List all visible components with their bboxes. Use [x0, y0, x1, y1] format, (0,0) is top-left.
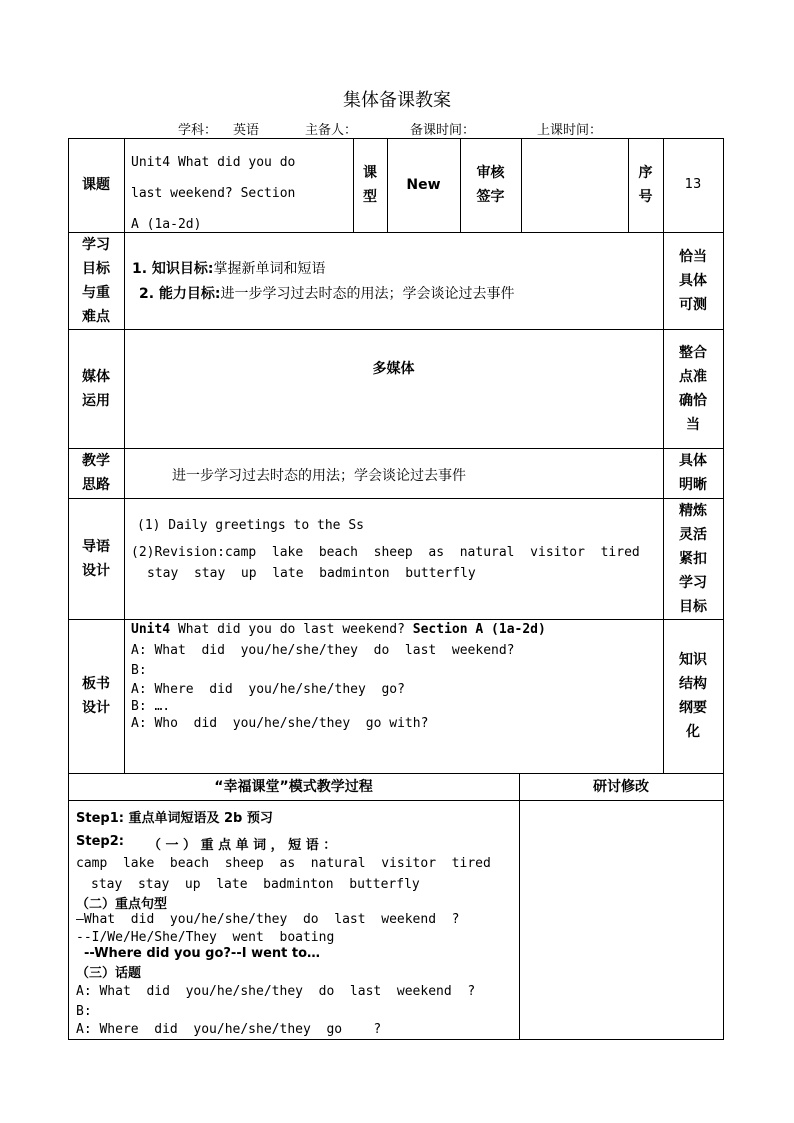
review-label: 审核 签字: [476, 165, 505, 205]
key-sentences-heading: （二）重点句型: [76, 897, 168, 912]
dialogue-line-1: A: What did you/he/she/they do last weekend ?: [76, 984, 476, 999]
sentence-2: --I/We/He/She/They went boating: [76, 930, 335, 945]
step2-prefix: Step2:: [76, 834, 124, 849]
board-line-4: B: ….: [131, 699, 171, 714]
lead-in-note: 精炼 灵活 紧扣 学习 目标: [679, 502, 707, 615]
sentence-1: –What did you/he/she/they do last weekend ?: [76, 912, 460, 927]
dialogue-line-2: B:: [76, 1004, 92, 1019]
media-label: 媒体 运用: [82, 368, 110, 409]
goals-label: 学习 目标 与重 难点: [82, 236, 110, 325]
subject-value: 英语: [233, 123, 260, 138]
approach-content: 进一步学习过去时态的用法；学会谈论过去事件: [172, 468, 466, 484]
seq-value: 13: [684, 177, 702, 192]
class-time-label: 上课时间：: [537, 123, 603, 138]
type-label: 课 型: [363, 165, 377, 205]
approach-note: 具体 明晰: [679, 453, 707, 493]
key-words-line-2: stay stay up late badminton butterfly: [91, 877, 420, 892]
board-title: Unit4 What did you do last weekend? Section A (1a-2d): [131, 622, 546, 637]
lead-in-label: 导语 设计: [82, 538, 110, 579]
board-line-3: A: Where did you/he/she/they go?: [131, 682, 405, 697]
board-line-2: B:: [131, 663, 147, 678]
lead-in-line-3: stay stay up late badminton butterfly: [147, 566, 476, 581]
preparer-label: 主备人：: [305, 123, 358, 138]
lead-in-line-2: (2)Revision:camp lake beach sheep as natural visitor tired: [131, 545, 640, 560]
media-note: 整合 点准 确恰 当: [679, 344, 707, 433]
dialogue-line-3: A: Where did you/he/she/they go ?: [76, 1022, 382, 1037]
goal-item-1: 1. 知识目标:掌握新单词和短语: [132, 261, 326, 277]
page-title: 集体备课教案: [343, 90, 451, 111]
subject-label: 学科：: [178, 123, 218, 138]
goal-item-2: 2. 能力目标:进一步学习过去时态的用法；学会谈论过去事件: [139, 286, 515, 302]
topic-value: Unit4 What did you do last weekend? Section A (1a-2d): [131, 155, 296, 232]
sentence-3: --Where did you go?--I went to…: [84, 946, 321, 961]
process-header: “幸福课堂”模式教学过程: [214, 778, 373, 795]
board-line-5: A: Who did you/he/she/they go with?: [131, 716, 429, 731]
topic-label: 课题: [82, 177, 110, 193]
board-label: 板书 设计: [82, 676, 110, 716]
seq-label: 序 号: [638, 165, 653, 205]
revise-header: 研讨修改: [593, 778, 649, 795]
lead-in-line-1: (1) Daily greetings to the Ss: [137, 518, 364, 533]
key-words-line-1: camp lake beach sheep as natural visitor tired: [76, 856, 491, 871]
goals-note: 恰当 具体 可测: [679, 248, 707, 313]
step2-title: （ 一 ） 重 点 单 词 ， 短 语 ：: [148, 838, 337, 853]
prep-time-label: 备课时间：: [410, 123, 476, 138]
media-content: 多媒体: [372, 361, 415, 377]
board-line-1: A: What did you/he/she/they do last weekend?: [131, 643, 515, 658]
step1: Step1: 重点单词短语及 2b 预习: [76, 811, 273, 826]
board-note: 知识 结构 纲要 化: [679, 652, 707, 740]
topic-heading: （三）话题: [76, 966, 142, 981]
approach-label: 教学 思路: [82, 453, 110, 493]
type-value: New: [406, 177, 441, 193]
